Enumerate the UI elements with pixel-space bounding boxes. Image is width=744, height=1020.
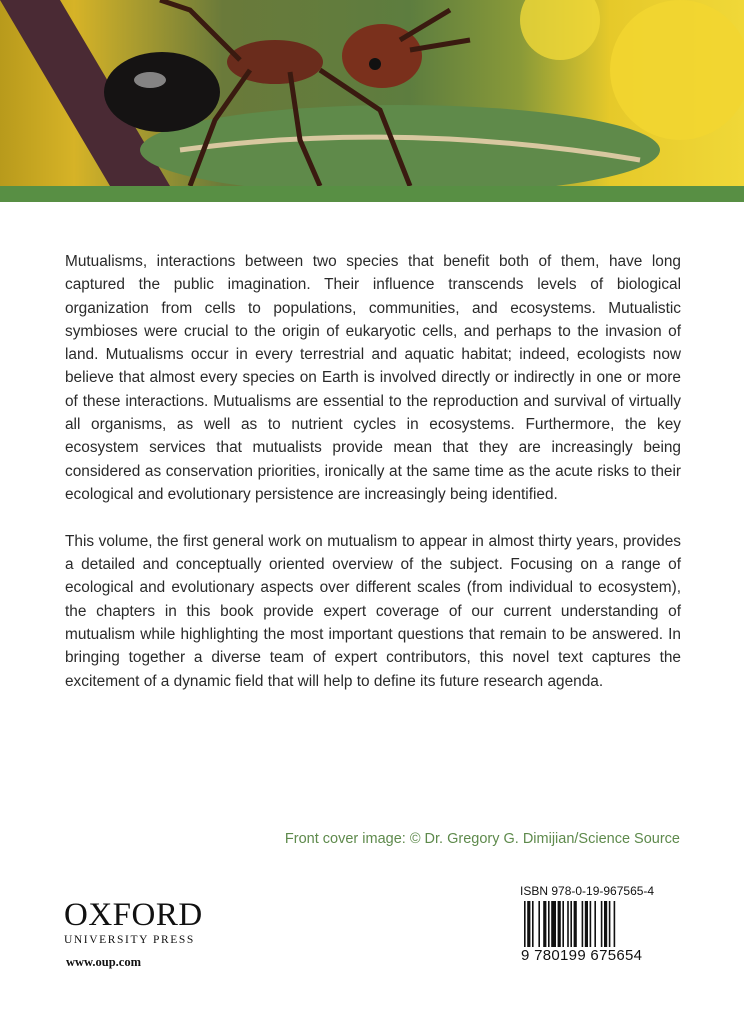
barcode-bar [538, 901, 540, 947]
barcode-bar [551, 901, 556, 947]
barcode-bar [548, 901, 550, 947]
ant-thorax [227, 40, 323, 84]
publisher-logo [64, 898, 203, 946]
barcode-bar [524, 901, 526, 947]
barcode-bar [527, 901, 530, 947]
ant-abdomen [104, 52, 220, 132]
barcode-bar [543, 901, 546, 947]
isbn-label: ISBN 978-0-19-967565-4 [520, 884, 655, 898]
barcode-number: 9 780199 675654 [521, 947, 643, 964]
yellow-flower [520, 0, 600, 60]
barcode-bar [585, 901, 588, 947]
yellow-flower [610, 0, 744, 140]
publisher-name: OXFORD [64, 897, 203, 933]
barcode-bar [614, 901, 616, 947]
barcode-bar [558, 901, 561, 947]
barcode-bar [590, 901, 592, 947]
green-band [0, 186, 744, 202]
barcode-bar [567, 901, 569, 947]
image-credit: Front cover image: © Dr. Gregory G. Dimijian/Science Source [284, 831, 680, 847]
abdomen-highlight [134, 72, 166, 88]
blurb-paragraph: Mutualisms, interactions between two species that benefit both of them, have long captured the public imagination. Their influence transcends levels of biological organization from cells to populations, communities, and ecosystems. Mutualistic symbioses were crucial to the origin of eukaryotic cells, and perhaps to the invasion of land. Mutualisms occur in every terrestrial and aquatic habitat; indeed, ecologists now believe that almost every species on Earth is involved directly or indirectly in one or more of these interactions. Mutualisms are essential to the reproduction and survival of virtually all organisms, as well as to nutrient cycles in ecosystems. Furthermore, the key ecosystem services that mutualists provide mean that they are increasingly being considered as conservation priorities, ironically at the same time as the acute risks to their ecological and evolutionary persistence are increasingly being identified. [65, 253, 681, 503]
blurb [65, 250, 681, 716]
publisher-url: www.oup.com [66, 955, 142, 969]
barcode-bar [601, 901, 603, 947]
barcode-bar [532, 901, 534, 947]
barcode-bar [562, 901, 564, 947]
barcode-bar [604, 901, 607, 947]
barcode-bar [574, 901, 577, 947]
barcode-bar [570, 901, 572, 947]
barcode-bar [582, 901, 584, 947]
barcode-bar [594, 901, 596, 947]
barcode-bar [609, 901, 611, 947]
cover-photo [0, 0, 744, 186]
publisher-subname: UNIVERSITY PRESS [64, 934, 195, 946]
ant-eye [369, 58, 381, 70]
blurb-paragraph: This volume, the first general work on mutualism to appear in almost thirty years, provides a detailed and conceptually oriented overview of the subject. Focusing on a range of ecological and evolutionary aspects over different scales (from individual to ecosystem), the chapters in this book provide expert coverage of our current understanding of mutualism while highlighting the most important questions that remain to be answered. In bringing together a diverse team of expert contributors, this novel text captures the excitement of a dynamic field that will help to define its future research agenda. [65, 532, 681, 690]
ant-caterpillar-illustration [0, 0, 744, 186]
